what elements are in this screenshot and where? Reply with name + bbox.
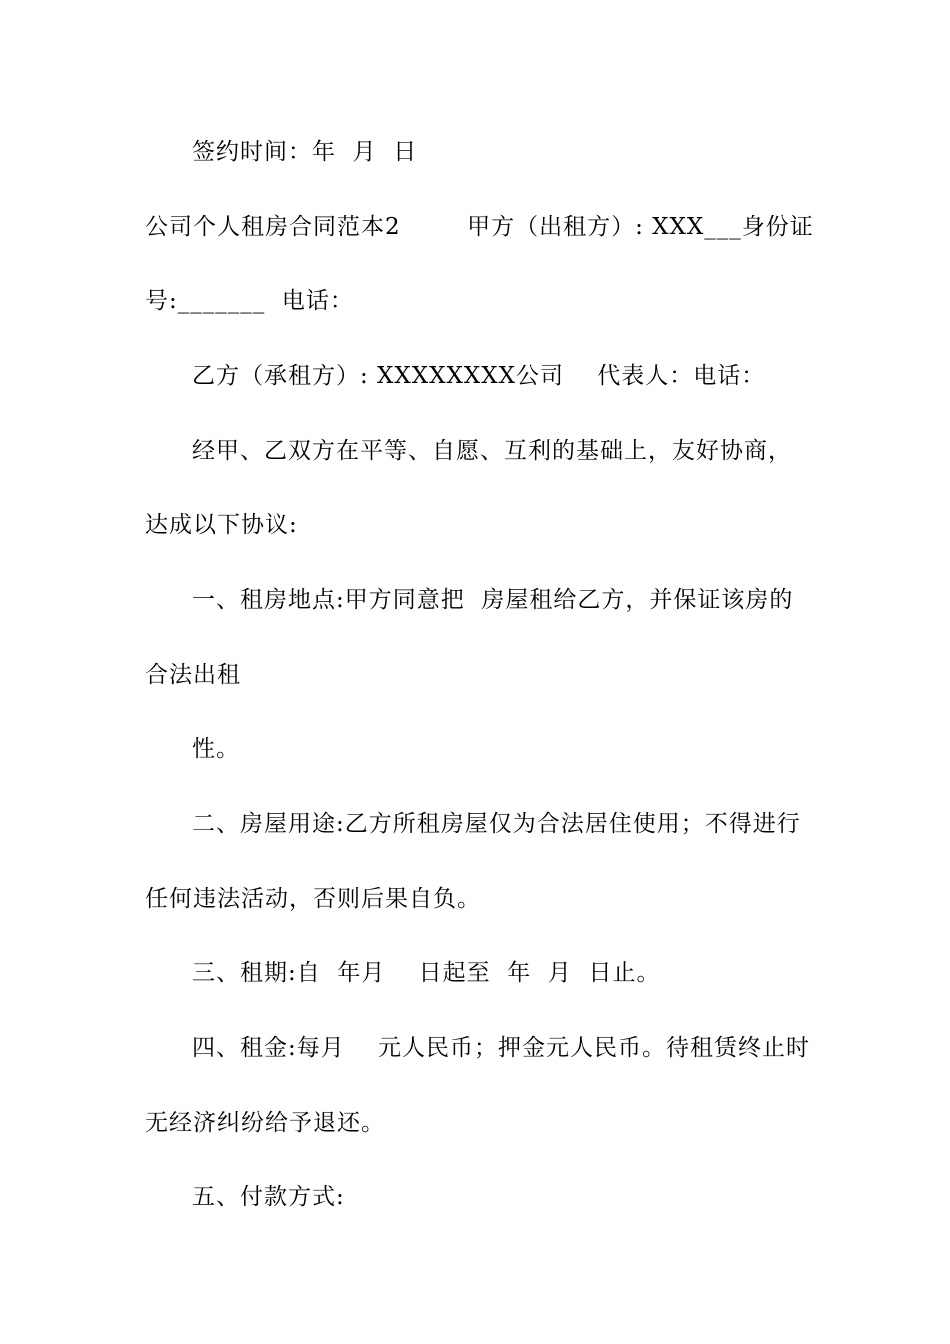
id-phone-line: 号:_______ 电话： <box>145 288 354 314</box>
signing-date-line: 签约时间：年 月 日 <box>192 139 418 165</box>
clause-1-line-2: 合法出租 <box>145 662 241 688</box>
contract-title-party-a-line: 公司个人租房合同范本2 甲方（出租方）: XXX___身份证 <box>145 214 814 240</box>
clause-1-line-1: 一、租房地点:甲方同意把 房屋租给乙方，并保证该房的 <box>192 587 794 613</box>
preamble-line-2: 达成以下协议: <box>145 512 298 538</box>
preamble-line-1: 经甲、乙双方在平等、自愿、互利的基础上，友好协商， <box>192 438 792 464</box>
clause-4-line-2: 无经济纠纷给予退还。 <box>145 1110 385 1136</box>
clause-2-line-1: 二、房屋用途:乙方所租房屋仅为合法居住使用；不得进行 <box>192 811 801 837</box>
clause-5-line: 五、付款方式: <box>192 1184 345 1210</box>
clause-1-line-3: 性。 <box>192 736 240 762</box>
clause-3-line: 三、租期:自 年月 日起至 年 月 日止。 <box>192 960 661 986</box>
party-b-line: 乙方（承租方）: XXXXXXXX公司 代表人：电话： <box>192 363 766 389</box>
clause-4-line-1: 四、租金:每月 元人民币；押金元人民币。待租赁终止时 <box>192 1035 810 1061</box>
clause-2-line-2: 任何违法活动，否则后果自负。 <box>145 886 481 912</box>
